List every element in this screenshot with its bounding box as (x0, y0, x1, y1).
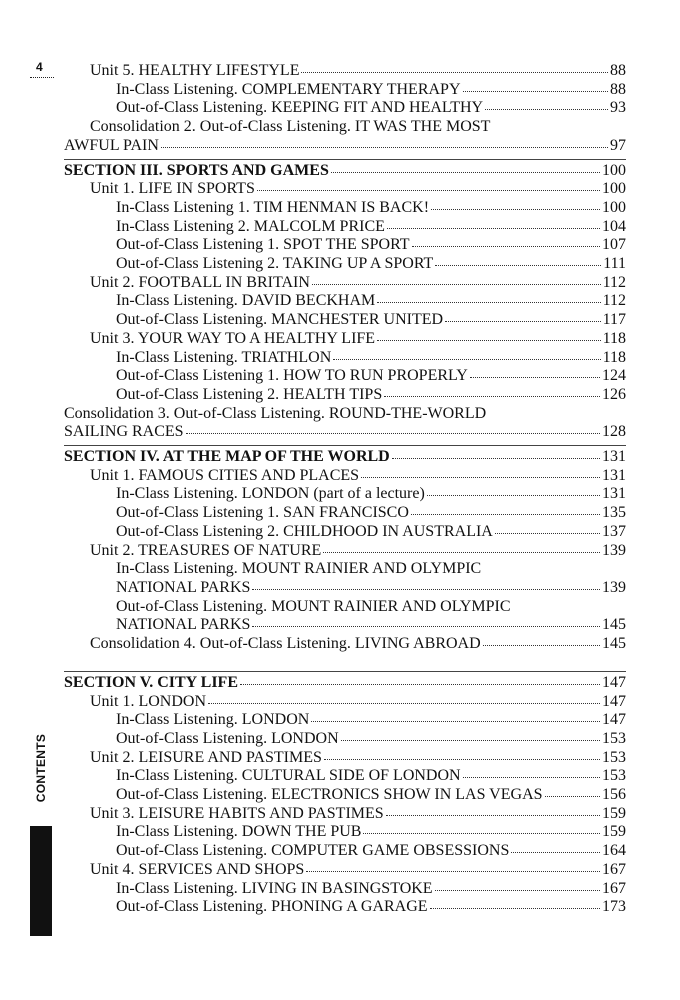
toc-entry-title: Out-of-Class Listening. COMPUTER GAME OBSESSIONS (116, 842, 510, 860)
toc-entry (64, 485, 626, 504)
toc-entry (64, 693, 626, 712)
toc-entry-title: NATIONAL PARKS (116, 578, 251, 596)
toc-entry-page: 111 (603, 255, 626, 273)
section-divider (64, 671, 626, 672)
toc-entry (64, 199, 626, 218)
page-number-rule (30, 77, 54, 78)
toc-entry-title: In-Class Listening 2. MALCOLM PRICE (116, 217, 385, 235)
dot-leader (363, 832, 600, 834)
dot-leader (377, 301, 600, 303)
toc-entry-title: Out-of-Class Listening. PHONING A GARAGE (116, 898, 428, 916)
dot-leader (252, 588, 600, 590)
dot-leader (427, 494, 600, 496)
side-tab-label (30, 728, 52, 808)
dot-leader (240, 683, 600, 685)
toc-entry (64, 542, 626, 561)
dot-leader (431, 208, 600, 210)
toc-entry (64, 236, 626, 255)
toc-entry-page: 128 (602, 423, 626, 441)
toc-entry-page: 131 (602, 448, 626, 466)
toc-entry-title: Out-of-Class Listening 2. HEALTH TIPS (116, 385, 383, 403)
toc-entry-title: In-Class Listening 1. TIM HENMAN IS BACK! (116, 198, 430, 216)
toc-entry-title: In-Class Listening. COMPLEMENTARY THERAPY (116, 80, 461, 98)
toc-entry (64, 274, 626, 293)
toc-entry-page: 126 (602, 385, 626, 403)
dot-leader (333, 358, 600, 360)
toc-entry-title: In-Class Listening. LONDON (part of a lecture) (116, 485, 425, 503)
dot-leader (483, 644, 600, 646)
dot-leader (411, 513, 600, 515)
toc-entry-title-line1: In-Class Listening. MOUNT RAINIER AND OLYMPIC (116, 560, 482, 578)
toc-entry (64, 805, 626, 824)
toc-entry-title: In-Class Listening. DAVID BECKHAM (116, 292, 376, 310)
toc-entry-page: 118 (602, 348, 626, 366)
toc-entry-page: 153 (602, 767, 626, 785)
toc-entry-title: Out-of-Class Listening 1. HOW TO RUN PROPERLY (116, 367, 468, 385)
toc-entry-title: Consolidation 4. Out-of-Class Listening. LIVING ABROAD (90, 635, 481, 653)
toc-section-entry (64, 448, 626, 467)
toc-entry-page: 118 (602, 329, 626, 347)
dot-leader (392, 457, 600, 459)
toc-entry-title: In-Class Listening. CULTURAL SIDE OF LONDON (116, 767, 461, 785)
dot-leader (387, 227, 600, 229)
toc-entry-page: 139 (602, 541, 626, 559)
toc-entry-title: Out-of-Class Listening. ELECTRONICS SHOW IN LAS VEGAS (116, 786, 543, 804)
toc-entry-title: AWFUL PAIN (64, 136, 159, 154)
dot-leader (511, 851, 600, 853)
dot-leader (470, 376, 600, 378)
toc-entry (64, 898, 626, 917)
toc-entry-title: Unit 4. SERVICES AND SHOPS (90, 860, 305, 878)
toc-entry (64, 386, 626, 405)
toc-entry (64, 560, 626, 597)
dot-leader (331, 171, 600, 173)
toc-entry (64, 118, 626, 155)
toc-entry-page: 107 (602, 236, 626, 254)
toc-entry-title: Unit 2. TREASURES OF NATURE (90, 541, 322, 559)
table-of-contents (64, 62, 626, 917)
toc-entry-title-line1: Consolidation 3. Out-of-Class Listening. ROUND-THE-WORLD (64, 404, 487, 422)
dot-leader (435, 264, 601, 266)
toc-entry (64, 880, 626, 899)
toc-entry-page: 104 (602, 217, 626, 235)
toc-entry-page: 124 (602, 367, 626, 385)
section-divider (64, 159, 626, 160)
toc-entry-title: Out-of-Class Listening 1. SPOT THE SPORT (116, 236, 410, 254)
toc-entry-page: 173 (602, 898, 626, 916)
dot-leader (306, 870, 600, 872)
toc-entry (64, 767, 626, 786)
toc-entry-title: Unit 1. LONDON (90, 692, 206, 710)
dot-leader (323, 551, 600, 553)
dot-leader (545, 795, 600, 797)
toc-entry (64, 786, 626, 805)
toc-entry (64, 255, 626, 274)
toc-entry-page: 100 (602, 198, 626, 216)
dot-leader (495, 532, 600, 534)
toc-entry-page: 137 (602, 522, 626, 540)
toc-entry-title: SECTION V. CITY LIFE (64, 673, 238, 691)
toc-entry-page: 147 (602, 673, 626, 691)
dot-leader (377, 339, 601, 341)
toc-entry-page: 167 (602, 860, 626, 878)
dot-leader (161, 146, 608, 148)
toc-entry (64, 349, 626, 368)
toc-entry-page: 131 (602, 466, 626, 484)
toc-entry (64, 180, 626, 199)
page-number: 4 (36, 60, 43, 74)
toc-entry-title: SECTION III. SPORTS AND GAMES (64, 161, 329, 179)
toc-entry-page: 167 (602, 879, 626, 897)
dot-leader (186, 432, 600, 434)
toc-entry-title: In-Class Listening. TRIATHLON (116, 348, 332, 366)
dot-leader (361, 476, 600, 478)
toc-entry-page: 153 (602, 748, 626, 766)
toc-entry-page: 88 (610, 62, 626, 79)
toc-entry-title: Out-of-Class Listening 1. SAN FRANCISCO (116, 504, 409, 522)
dot-leader (312, 283, 601, 285)
toc-entry-page: 117 (602, 311, 626, 329)
toc-entry-page: 131 (602, 485, 626, 503)
toc-entry-title: SAILING RACES (64, 423, 184, 441)
dot-leader (341, 739, 600, 741)
toc-entry (64, 842, 626, 861)
toc-entry-title: Unit 5. HEALTHY LIFESTYLE (90, 62, 300, 79)
toc-entry-page: 147 (602, 692, 626, 710)
dot-leader (463, 90, 608, 92)
dot-leader (435, 889, 600, 891)
toc-entry-page: 112 (602, 273, 626, 291)
side-tab-bar (30, 826, 52, 936)
toc-entry-page: 88 (610, 80, 626, 98)
toc-entry-page: 112 (602, 292, 626, 310)
toc-entry (64, 292, 626, 311)
toc-entry-page: 159 (602, 804, 626, 822)
toc-entry-page: 153 (602, 729, 626, 747)
toc-entry-page: 100 (602, 161, 626, 179)
toc-entry-page: 147 (602, 711, 626, 729)
toc-entry (64, 598, 626, 635)
toc-entry-title: In-Class Listening. LIVING IN BASINGSTOKE (116, 879, 433, 897)
dot-leader (485, 108, 608, 110)
toc-entry-title: Out-of-Class Listening. MANCHESTER UNITED (116, 311, 444, 329)
toc-entry (64, 81, 626, 100)
dot-leader (386, 814, 600, 816)
toc-entry-title: Out-of-Class Listening 2. TAKING UP A SPORT (116, 255, 434, 273)
toc-entry-page: 139 (602, 578, 626, 596)
dot-leader (252, 625, 600, 627)
toc-entry-title: Out-of-Class Listening 2. CHILDHOOD IN AUSTRALIA (116, 522, 493, 540)
toc-entry (64, 523, 626, 542)
toc-entry-page: 145 (602, 616, 626, 634)
dot-leader (257, 189, 600, 191)
toc-entry-page: 97 (610, 136, 626, 154)
toc-entry-title: NATIONAL PARKS (116, 616, 251, 634)
dot-leader (445, 320, 601, 322)
toc-entry-page: 164 (602, 842, 626, 860)
dot-leader (311, 720, 600, 722)
toc-entry-page: 100 (602, 180, 626, 198)
toc-entry-page: 159 (602, 823, 626, 841)
toc-entry (64, 367, 626, 386)
toc-entry-title: Out-of-Class Listening. KEEPING FIT AND HEALTHY (116, 99, 484, 117)
dot-leader (430, 907, 600, 909)
toc-entry (64, 823, 626, 842)
toc-entry-title: In-Class Listening. DOWN THE PUB (116, 823, 362, 841)
toc-entry-title: Unit 2. FOOTBALL IN BRITAIN (90, 273, 310, 291)
dot-leader (463, 776, 600, 778)
toc-entry (64, 749, 626, 768)
toc-entry-title: Unit 1. FAMOUS CITIES AND PLACES (90, 466, 360, 484)
toc-section-entry (64, 162, 626, 181)
toc-entry (64, 62, 626, 81)
toc-entry-title: SECTION IV. AT THE MAP OF THE WORLD (64, 448, 390, 466)
toc-entry (64, 405, 626, 442)
toc-entry (64, 330, 626, 349)
toc-entry-title: Unit 3. LEISURE HABITS AND PASTIMES (90, 804, 384, 822)
dot-leader (412, 245, 600, 247)
toc-entry (64, 730, 626, 749)
toc-entry-title-line1: Out-of-Class Listening. MOUNT RAINIER AND OLYMPIC (116, 597, 511, 615)
toc-entry-title: Unit 2. LEISURE AND PASTIMES (90, 748, 322, 766)
toc-entry (64, 311, 626, 330)
toc-section-entry (64, 674, 626, 693)
toc-entry-title: Unit 1. LIFE IN SPORTS (90, 180, 255, 198)
toc-entry-title: In-Class Listening. LONDON (116, 711, 310, 729)
dot-leader (301, 71, 608, 73)
toc-entry-page: 156 (602, 786, 626, 804)
toc-entry-title-line1: Consolidation 2. Out-of-Class Listening. IT WAS THE MOST (90, 118, 491, 136)
toc-entry (64, 635, 626, 654)
toc-entry-title: Unit 3. YOUR WAY TO A HEALTHY LIFE (90, 329, 376, 347)
toc-entry (64, 504, 626, 523)
toc-entry (64, 467, 626, 486)
toc-entry-page: 93 (610, 99, 626, 117)
toc-entry (64, 218, 626, 237)
dot-leader (324, 758, 600, 760)
dot-leader (208, 702, 600, 704)
toc-entry-page: 145 (602, 635, 626, 653)
toc-entry (64, 99, 626, 118)
toc-entry-page: 135 (602, 504, 626, 522)
side-tab-text: CONTENTS (34, 733, 48, 803)
toc-entry-title: Out-of-Class Listening. LONDON (116, 729, 339, 747)
dot-leader (384, 395, 600, 397)
toc-entry (64, 711, 626, 730)
toc-entry (64, 861, 626, 880)
section-divider (64, 445, 626, 446)
